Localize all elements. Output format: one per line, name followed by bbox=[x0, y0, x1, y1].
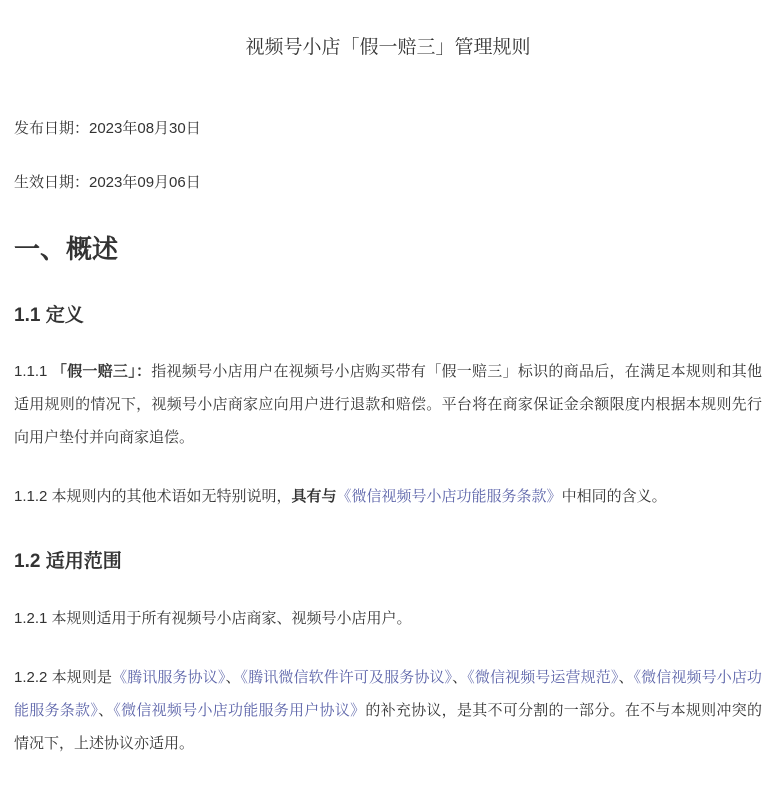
separator-1: 、 bbox=[225, 668, 241, 686]
paragraph-1-2-1 bbox=[14, 602, 762, 635]
clause-text-1-2-2-a: 1.2.2 本规则是 bbox=[14, 668, 113, 686]
effective-date: 生效日期：2023年09月06日 bbox=[14, 173, 201, 191]
clause-text-1-2-2-b: 的补充协议，是其不可分割的一部分。在不与本规则冲突的情况下，上述协议亦适用。 bbox=[14, 701, 762, 752]
link-channels-shop-user-agreement[interactable]: 《微信视频号小店功能服务用户协议》 bbox=[113, 701, 366, 719]
doc-body bbox=[14, 232, 762, 760]
separator-4: 、 bbox=[98, 701, 114, 719]
doc-title: 视频号小店「假一赔三」管理规则 bbox=[245, 37, 531, 58]
heading-1-2-scope: 1.2 适用范围 bbox=[14, 551, 122, 573]
clause-text-1-1-2-b: 中相同的含义。 bbox=[561, 488, 667, 506]
paragraph-1-1-2 bbox=[14, 480, 762, 513]
heading-1-1-definition: 1.1 定义 bbox=[14, 304, 84, 326]
heading-overview: 一、概述 bbox=[14, 233, 119, 264]
link-channels-operation-norms[interactable]: 《微信视频号运营规范》 bbox=[467, 668, 619, 686]
link-tencent-service-agreement[interactable]: 《腾讯服务协议》 bbox=[112, 668, 226, 686]
clause-number-1-1-1: 1.1.1 bbox=[14, 363, 52, 381]
clause-text-1-1-1: 指视频号小店用户在视频号小店购买带有「假一赔三」标识的商品后，在满足本规则和其他适用规则的情况下，视频号小店商家应向用户进行退款和赔偿。平台将在商家保证金余额限度内根据本规则先行向用户垫付并向商家追偿。 bbox=[14, 363, 762, 447]
paragraph-1-2-2 bbox=[14, 661, 762, 760]
clause-text-1-1-2-a: 1.1.2 本规则内的其他术语如无特别说明， bbox=[14, 488, 292, 506]
clause-text-1-2-1: 1.2.1 本规则适用于所有视频号小店商家、视频号小店用户。 bbox=[14, 609, 412, 627]
link-channels-shop-function-terms[interactable]: 《微信视频号小店功能服务条款》 bbox=[336, 488, 562, 506]
term-jiayipeisan: 「假一赔三」： bbox=[51, 363, 152, 381]
separator-3: 、 bbox=[618, 668, 634, 686]
rules-document bbox=[0, 34, 776, 802]
paragraph-1-1-1 bbox=[14, 355, 762, 454]
separator-2: 、 bbox=[452, 668, 468, 686]
clause-bold-1-1-2: 具有与 bbox=[291, 488, 337, 506]
link-weixin-software-license-agreement[interactable]: 《腾讯微信软件许可及服务协议》 bbox=[240, 668, 453, 686]
publish-date: 发布日期：2023年08月30日 bbox=[14, 119, 201, 137]
link-channels-shop-function-terms-2[interactable]: 《微信视频号小店功能服务条款》 bbox=[14, 668, 762, 719]
